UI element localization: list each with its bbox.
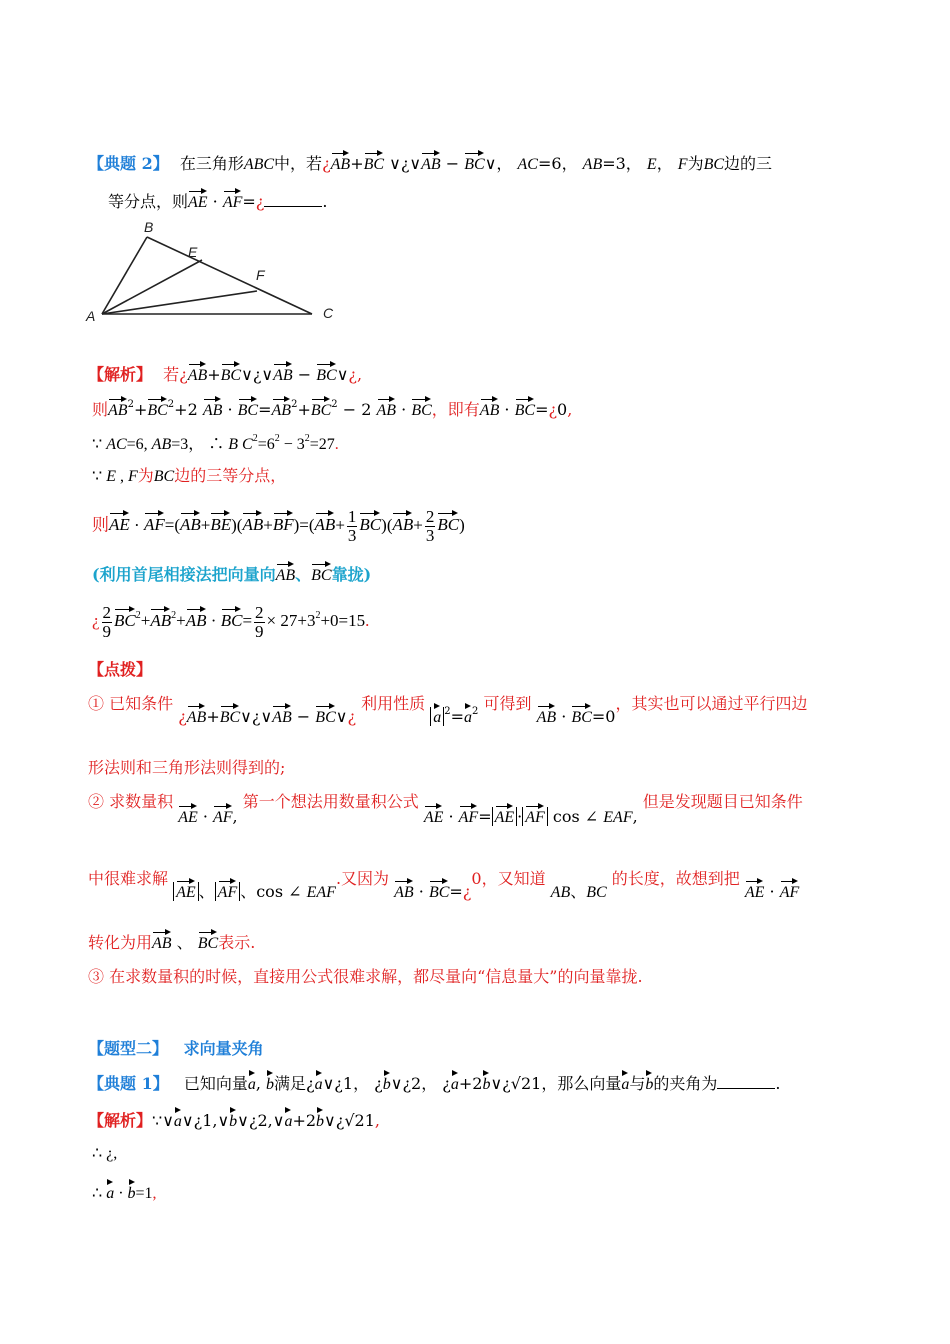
example-1-solution: 【解析】∵∨a∨¿1,∨b∨¿2,∨a+2b∨¿√21, — [88, 1108, 380, 1131]
example-tag: 【典题 2】 — [88, 154, 169, 173]
tip-point3: ③ 在求数量积的时候，直接用公式很难求解，都尽量向“信息量大”的向量靠拢. — [88, 967, 643, 986]
label-E: E — [188, 244, 198, 260]
example-1-solution-tag: 【解析】 — [88, 1111, 153, 1130]
solution-line2: 则$AB^2+BC^2+2$ AB · $BC=AB^2+BC^2 - 2$ AB · BC，即有AB · BC=¿0, — [92, 399, 573, 419]
example-2-line2: 等分点，则AE · AF=¿ . — [108, 189, 327, 212]
tip-point2-line3: 转化为用AB 、 BC表示. — [88, 930, 255, 953]
example-2-line1: 【典题 2】 在三角形ABC中，若¿AB+BC ∨¿∨AB − BC∨， AC=6， AB=3， E， F为BC边的三 — [88, 151, 772, 175]
tip-tag: 【点拨】 — [88, 660, 153, 679]
solution-tag: 【解析】 — [88, 365, 153, 384]
solution-line7: ¿ $\frac{2}{9}$ $BC^2+AB^2+AB \cdot BC=$ $\frac{2}{9}$ × $27+3^2+0=15$. — [92, 602, 370, 641]
tip-point1-cont: 形法则和三角形法则得到的; — [88, 758, 286, 777]
label-C: C — [323, 305, 334, 321]
section-heading — [88, 1039, 264, 1059]
tip-point2: ② 求数量积 AE · AF, 第一个想法用数量积公式 AE · AF= AE · AF cos ∠ EAF, 但是发现题目已知条件 — [88, 792, 803, 826]
label-A: A — [86, 308, 96, 324]
solution-line3: ∵ AC=6, AB=3， ∴ B $C^2=6^2 - 3^2=27$. — [92, 433, 339, 453]
solution-line1: 【解析】 若¿AB+BC∨¿∨AB − BC∨¿, — [88, 362, 362, 385]
label-B: B — [144, 219, 154, 235]
solution-line4: ∵ E , F为BC边的三等分点， — [92, 468, 287, 485]
solution-hint: (利用首尾相接法把向量向AB、BC靠拢) — [92, 562, 371, 585]
tip-point1: ① 已知条件 ¿AB+BC∨¿∨AB − BC∨¿ 利用性质 a $^2=a^2$ 可得到 AB · BC=0，其实也可以通过平行四边 — [88, 694, 808, 726]
section-tag: 【题型二】 — [88, 1039, 169, 1058]
solution-line5: 则AE · AF=(AB+BE)(AB+BF)=(AB+ $\frac{1}{3}$ BC)(AB+ $\frac{2}{3}$ BC) — [92, 507, 465, 545]
section-title: 求向量夹角 — [183, 1039, 264, 1058]
example-1-line: 【典题 1】 已知向量a, b满足¿a∨¿1， ¿b∨¿2， ¿a+2b∨¿√21，那么向量a与b的夹角为 . — [88, 1071, 780, 1094]
example-1-step2: ∴ ¿, — [92, 1145, 118, 1162]
example-1-step3: ∴ a · b=1, — [92, 1180, 157, 1204]
answer-blank[interactable] — [264, 192, 322, 207]
example-1-tag: 【典题 1】 — [88, 1074, 169, 1093]
tip-point2-line2: 中很难求解 AE 、 AF 、cos ∠ EAF.又因为 AB · BC=¿0，又知道 AB、BC 的长度，故想到把 AE · AF — [88, 869, 800, 901]
label-F: F — [256, 267, 265, 283]
triangle-figure — [80, 215, 350, 330]
answer-blank-2[interactable] — [717, 1074, 775, 1089]
